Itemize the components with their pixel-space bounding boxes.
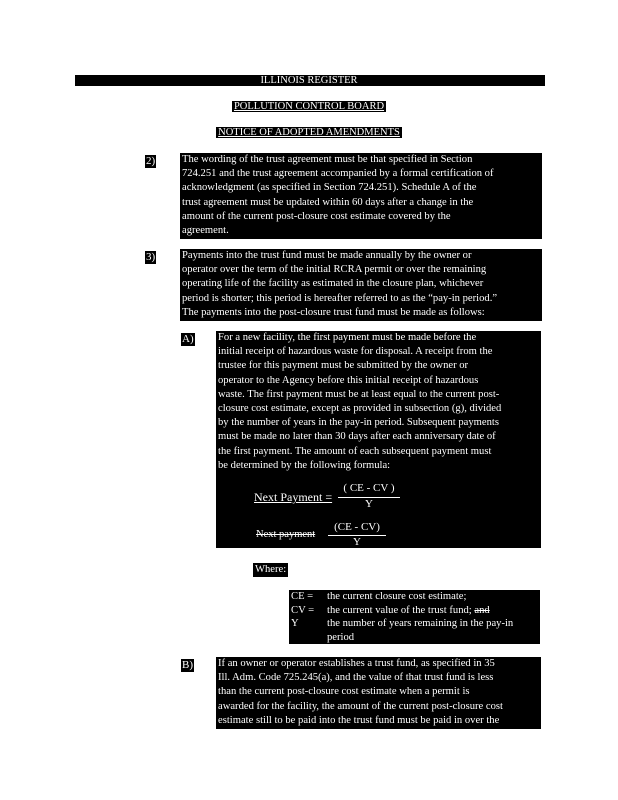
definition-struck-text: and xyxy=(474,604,490,616)
item-b-text xyxy=(216,657,541,729)
item-3-line: Payments into the trust fund must be made annually by the owner or xyxy=(182,250,472,261)
item-2-line: 724.251 and the trust agreement accompanied by a formal certification of xyxy=(182,168,494,180)
item-b-line: If an owner or operator establishes a trust fund, as specified in 35 xyxy=(218,658,495,669)
item-3-line: operating life of the facility as estimated in the closure plan, whichever xyxy=(182,278,484,290)
formula-new-denominator: Y xyxy=(365,498,373,510)
item-b-line: than the current post-closure cost estimate when a permit is xyxy=(218,686,470,698)
item-2-line: amount of the current post-closure cost estimate covered by the xyxy=(182,210,451,222)
definition-value: the current closure cost estimate; xyxy=(327,591,467,602)
where-label: Where: xyxy=(255,564,287,575)
definitions-list xyxy=(289,590,540,644)
item-a-line: closure cost estimate, except as provided in subsection (g), divided xyxy=(218,403,502,415)
definition-value-text: the current value of the trust fund; xyxy=(327,604,475,616)
formula-new-label: Next Payment = xyxy=(254,490,333,504)
item-b-line: estimate still to be paid into the trust fund must be paid in over the xyxy=(218,714,500,726)
item-2-line: acknowledgment (as specified in Section 724.251). Schedule A of the xyxy=(182,182,477,194)
item-2-text xyxy=(180,153,542,239)
item-b-line: awarded for the facility, the amount of the current post-closure cost xyxy=(218,700,503,712)
formula-old-denominator: Y xyxy=(353,536,361,548)
definition-row xyxy=(289,631,540,645)
definition-value: period xyxy=(327,631,355,643)
definition-key: Y xyxy=(291,618,299,629)
item-2-line: agreement. xyxy=(182,225,229,237)
item-a-line: initial receipt of hazardous waste for disposal. A receipt from the xyxy=(218,346,493,358)
definition-key: CE = xyxy=(291,591,314,602)
item-b-line: Ill. Adm. Code 725.245(a), and the value of that trust fund is less xyxy=(218,672,494,684)
item-3-line: period is shorter; this period is hereafter referred to as the “pay-in period.” xyxy=(182,292,498,304)
item-a-line: be determined by the following formula: xyxy=(218,459,391,471)
item-a-line: the first payment. The amount of each subsequent payment must xyxy=(218,445,492,457)
definition-row xyxy=(289,590,540,604)
item-a-line: operator to the Agency before this initial receipt of hazardous xyxy=(218,374,479,386)
definition-value: the number of years remaining in the pay-in xyxy=(327,618,514,629)
item-a-letter: A) xyxy=(182,333,194,345)
formula-old-numerator: (CE - CV) xyxy=(334,521,380,533)
definition-row xyxy=(289,604,540,618)
formula-new xyxy=(216,470,541,548)
item-a-line: by the number of years in the pay-in period. Subsequent payments xyxy=(218,417,499,429)
item-b-letter: B) xyxy=(182,659,193,671)
register-title: ILLINOIS REGISTER xyxy=(260,75,358,86)
definition-value xyxy=(327,604,490,618)
notice-title: NOTICE OF ADOPTED AMENDMENTS xyxy=(218,127,400,138)
formula-old-label: Next payment xyxy=(256,529,316,540)
item-3-line: The payments into the post-closure trust fund must be made as follows: xyxy=(182,306,485,318)
definition-row xyxy=(289,617,540,631)
item-3-number: 3) xyxy=(146,251,156,263)
item-2-line: The wording of the trust agreement must be that specified in Section xyxy=(182,154,473,165)
definition-key: CV = xyxy=(291,604,315,616)
item-2-line: trust agreement must be updated within 60 days after a change in the xyxy=(182,196,474,208)
board-title: POLLUTION CONTROL BOARD xyxy=(233,101,385,112)
item-a-line: For a new facility, the first payment must be made before the xyxy=(218,332,477,343)
item-3-line: operator over the term of the initial RCRA permit or over the remaining xyxy=(182,264,487,276)
item-3-text xyxy=(180,249,542,321)
item-2-number: 2) xyxy=(146,155,156,167)
item-a-line: must be made no later than 30 days after each anniversary date of xyxy=(218,431,496,443)
formula-new-numerator: ( CE - CV ) xyxy=(343,482,395,494)
item-a-line: trustee for this payment must be submitted by the owner or xyxy=(218,360,469,372)
item-a-line: waste. The first payment must be at least equal to the current post- xyxy=(218,388,500,400)
